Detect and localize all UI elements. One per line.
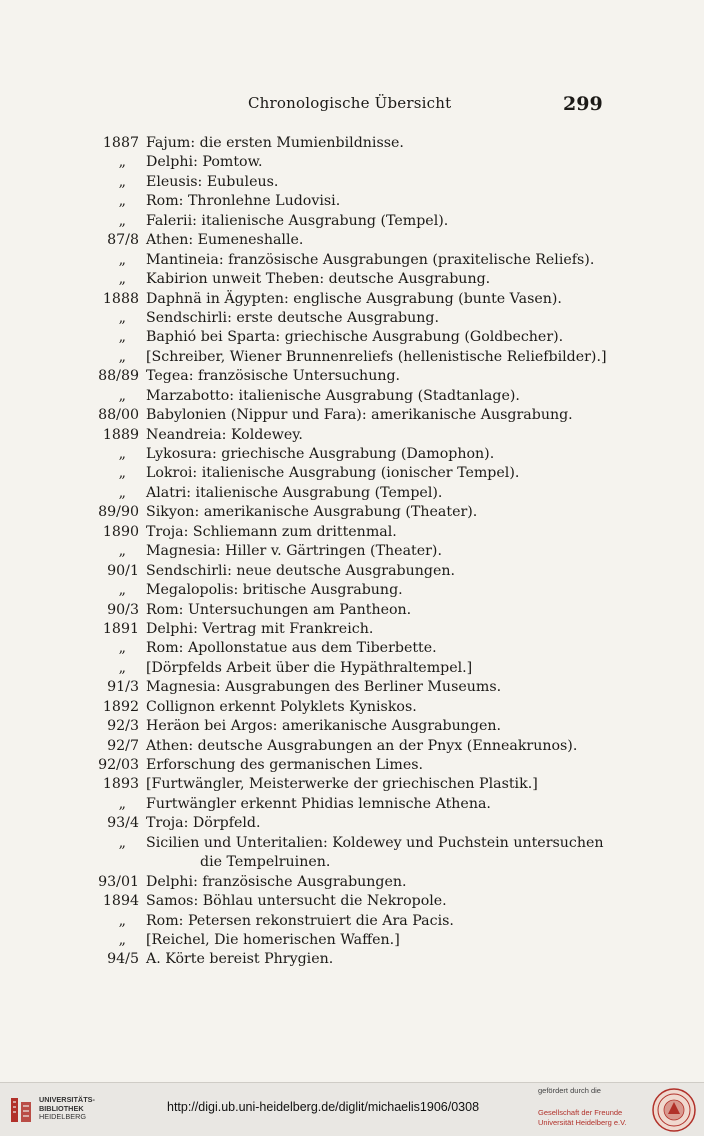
entry-year: 91/3 bbox=[107, 679, 139, 696]
entry-text bbox=[146, 426, 596, 445]
entry-text-main: Rom: Apollonstatue aus dem Tiberbette. bbox=[146, 640, 437, 657]
entry-year: 1890 bbox=[102, 523, 139, 540]
entry-year: 88/00 bbox=[98, 407, 139, 424]
chronology-list bbox=[0, 134, 704, 970]
chronology-entry bbox=[0, 562, 704, 581]
university-seal-icon bbox=[652, 1088, 696, 1132]
entry-text bbox=[146, 484, 596, 503]
chronology-entry bbox=[0, 328, 704, 347]
entry-text-main: [Schreiber, Wiener Brunnenreliefs (hellenistische Reliefbilder).] bbox=[146, 348, 607, 365]
entry-year: „ bbox=[118, 193, 126, 210]
entry-text-main: Falerii: italienische Ausgrabung (Tempel). bbox=[146, 212, 449, 229]
chronology-entry bbox=[0, 484, 704, 503]
entry-year: „ bbox=[118, 582, 126, 599]
chronology-entry bbox=[0, 931, 704, 950]
entry-text bbox=[146, 251, 596, 270]
chronology-entry bbox=[0, 795, 704, 814]
entry-text-main: Delphi: Pomtow. bbox=[146, 154, 263, 171]
entry-text-main: Athen: Eumeneshalle. bbox=[146, 232, 304, 249]
entry-text-main: Troja: Dörpfeld. bbox=[146, 815, 261, 832]
entry-text-main: Sendschirli: neue deutsche Ausgrabungen. bbox=[146, 562, 456, 579]
entry-year: „ bbox=[118, 543, 126, 560]
entry-year: „ bbox=[118, 912, 126, 929]
entry-year: 1891 bbox=[102, 620, 139, 637]
digitization-footer bbox=[0, 1082, 704, 1136]
entry-text bbox=[146, 562, 596, 581]
entry-text-main: Alatri: italienische Ausgrabung (Tempel). bbox=[146, 484, 443, 501]
entry-text-main: Marzabotto: italienische Ausgrabung (Stadtanlage). bbox=[146, 387, 520, 404]
chronology-entry bbox=[0, 912, 704, 931]
entry-text-main: Delphi: französische Ausgrabungen. bbox=[146, 873, 407, 890]
chronology-entry bbox=[0, 348, 704, 367]
entry-text bbox=[146, 737, 596, 756]
entry-year: „ bbox=[118, 387, 126, 404]
entry-year: 93/4 bbox=[107, 815, 139, 832]
entry-text-main: Fajum: die ersten Mumienbildnisse. bbox=[146, 135, 404, 151]
entry-text bbox=[146, 814, 596, 833]
entry-text-main: [Reichel, Die homerischen Waffen.] bbox=[146, 931, 400, 948]
entry-text-main: Tegea: französische Untersuchung. bbox=[146, 368, 401, 385]
entry-text-main: Kabirion unweit Theben: deutsche Ausgrabung. bbox=[146, 271, 491, 288]
entry-year: „ bbox=[118, 795, 126, 812]
entry-text-main: Mantineia: französische Ausgrabungen (praxitelische Reliefs). bbox=[146, 251, 595, 268]
entry-text-main: Daphnä in Ägypten: englische Ausgrabung (bunte Vasen). bbox=[146, 290, 562, 307]
entry-year: 1889 bbox=[102, 426, 139, 443]
entry-text bbox=[146, 581, 596, 600]
entry-text-main: Lokroi: italienische Ausgrabung (ionischer Tempel). bbox=[146, 465, 520, 482]
library-name-line1: UNIVERSITÄTS- bbox=[39, 1095, 95, 1104]
entry-text bbox=[146, 192, 596, 211]
entry-text bbox=[146, 834, 604, 873]
entry-text bbox=[146, 795, 596, 814]
entry-year: 1893 bbox=[102, 776, 139, 793]
chronology-entry bbox=[0, 290, 704, 309]
chronology-entry bbox=[0, 464, 704, 483]
entry-text-main: Lykosura: griechische Ausgrabung (Damophon). bbox=[146, 446, 495, 462]
entry-text-main: Megalopolis: britische Ausgrabung. bbox=[146, 582, 403, 599]
entry-year: 1892 bbox=[102, 698, 139, 715]
permalink-url[interactable]: http://digi.ub.uni-heidelberg.de/diglit/michaelis1906/0308 bbox=[167, 1100, 480, 1114]
entry-year: „ bbox=[118, 212, 126, 229]
entry-text-main: Magnesia: Ausgrabungen des Berliner Museums. bbox=[146, 679, 502, 696]
chronology-entry bbox=[0, 814, 704, 833]
entry-year: „ bbox=[118, 484, 126, 501]
chronology-entry bbox=[0, 639, 704, 658]
entry-text bbox=[146, 290, 596, 309]
entry-text bbox=[146, 153, 596, 172]
entry-year: 94/5 bbox=[107, 951, 139, 968]
entry-year: 88/89 bbox=[98, 368, 139, 385]
entry-text-main: Athen: deutsche Ausgrabungen an der Pnyx (Enneakrunos). bbox=[146, 737, 578, 754]
entry-text bbox=[146, 231, 596, 250]
entry-text-continuation: die Tempelruinen. bbox=[200, 854, 331, 871]
page-header bbox=[0, 94, 704, 124]
chronology-entry bbox=[0, 601, 704, 620]
chronology-entry bbox=[0, 270, 704, 289]
entry-text bbox=[146, 601, 596, 620]
entry-year: „ bbox=[118, 834, 126, 851]
chronology-entry bbox=[0, 678, 704, 697]
entry-text bbox=[146, 775, 596, 794]
entry-year: „ bbox=[118, 251, 126, 268]
entry-text bbox=[146, 406, 596, 425]
entry-text-main: Troja: Schliemann zum drittenmal. bbox=[146, 523, 397, 540]
entry-text bbox=[146, 639, 596, 658]
entry-year: „ bbox=[118, 271, 126, 288]
entry-year: 87/8 bbox=[107, 232, 139, 249]
library-name-line2: BIBLIOTHEK bbox=[39, 1103, 84, 1113]
entry-text-main: Neandreia: Koldewey. bbox=[146, 426, 303, 443]
entry-year: „ bbox=[118, 173, 126, 190]
entry-text bbox=[146, 542, 596, 561]
entry-text-main: Furtwängler erkennt Phidias lemnische Athena. bbox=[146, 795, 491, 812]
chronology-entry bbox=[0, 406, 704, 425]
entry-text bbox=[146, 445, 596, 464]
chronology-entry bbox=[0, 445, 704, 464]
chronology-entry bbox=[0, 873, 704, 892]
entry-text bbox=[146, 270, 596, 289]
entry-year: 90/1 bbox=[107, 562, 139, 579]
entry-year: „ bbox=[118, 640, 126, 657]
chronology-entry bbox=[0, 426, 704, 445]
entry-text-main: Samos: Böhlau untersucht die Nekropole. bbox=[146, 893, 447, 910]
library-name bbox=[39, 1096, 95, 1122]
entry-text bbox=[146, 134, 596, 153]
entry-year: „ bbox=[118, 446, 126, 462]
chronology-entry bbox=[0, 387, 704, 406]
chronology-entry bbox=[0, 192, 704, 211]
entry-text-main: Sendschirli: erste deutsche Ausgrabung. bbox=[146, 309, 439, 326]
chronology-entry bbox=[0, 367, 704, 386]
entry-text-main: Baphió bei Sparta: griechische Ausgrabung (Goldbecher). bbox=[146, 329, 564, 346]
entry-text-main: Rom: Petersen rekonstruiert die Ara Pacis. bbox=[146, 912, 454, 929]
chronology-entry bbox=[0, 950, 704, 969]
entry-year: „ bbox=[118, 659, 126, 676]
entry-year: 92/03 bbox=[98, 757, 139, 773]
chronology-entry bbox=[0, 251, 704, 270]
chronology-entry bbox=[0, 212, 704, 231]
chronology-entry bbox=[0, 134, 704, 153]
chronology-entry bbox=[0, 620, 704, 639]
entry-text bbox=[146, 892, 596, 911]
entry-text bbox=[146, 756, 596, 775]
entry-text bbox=[146, 328, 596, 347]
entry-year: 92/7 bbox=[107, 737, 139, 754]
chronology-entry bbox=[0, 756, 704, 775]
chronology-entry bbox=[0, 892, 704, 911]
entry-text-main: Delphi: Vertrag mit Frankreich. bbox=[146, 620, 374, 637]
entry-text-main: A. Körte bereist Phrygien. bbox=[146, 951, 334, 968]
chronology-entry bbox=[0, 231, 704, 250]
entry-year: 93/01 bbox=[98, 873, 139, 890]
entry-text-main: Babylonien (Nippur und Fara): amerikanische Ausgrabung. bbox=[146, 407, 573, 424]
entry-text bbox=[146, 717, 596, 736]
entry-text bbox=[146, 212, 596, 231]
entry-year: „ bbox=[118, 154, 126, 171]
running-title: Chronologische Übersicht bbox=[248, 94, 452, 112]
entry-text bbox=[146, 698, 596, 717]
chronology-entry bbox=[0, 717, 704, 736]
chronology-entry bbox=[0, 659, 704, 678]
sponsor-label: gefördert durch die bbox=[538, 1086, 601, 1095]
entry-text bbox=[146, 620, 596, 639]
entry-text-main: Sikyon: amerikanische Ausgrabung (Theater). bbox=[146, 504, 478, 521]
entry-text-main: Eleusis: Eubuleus. bbox=[146, 173, 279, 190]
entry-text-main: Rom: Untersuchungen am Pantheon. bbox=[146, 601, 412, 618]
page-number: 299 bbox=[563, 93, 603, 115]
entry-text-main: Magnesia: Hiller v. Gärtringen (Theater). bbox=[146, 543, 442, 560]
entry-year: 90/3 bbox=[107, 601, 139, 618]
entry-text bbox=[146, 348, 607, 367]
entry-text-main: Erforschung des germanischen Limes. bbox=[146, 757, 424, 773]
entry-year: „ bbox=[118, 931, 126, 948]
entry-text bbox=[146, 464, 596, 483]
library-logo-icon bbox=[8, 1094, 34, 1126]
chronology-entry bbox=[0, 581, 704, 600]
entry-text bbox=[146, 659, 596, 678]
chronology-entry bbox=[0, 737, 704, 756]
chronology-entry bbox=[0, 173, 704, 192]
entry-text-main: [Dörpfelds Arbeit über die Hypäthraltempel.] bbox=[146, 659, 473, 676]
entry-year: 89/90 bbox=[98, 504, 139, 521]
entry-text-main: Heräon bei Argos: amerikanische Ausgrabungen. bbox=[146, 718, 502, 735]
chronology-entry bbox=[0, 309, 704, 328]
chronology-entry bbox=[0, 523, 704, 542]
library-name-line3: HEIDELBERG bbox=[39, 1112, 87, 1122]
entry-year: 92/3 bbox=[107, 718, 139, 735]
entry-text bbox=[146, 873, 596, 892]
entry-text bbox=[146, 503, 596, 522]
entry-text bbox=[146, 173, 596, 192]
chronology-entry bbox=[0, 698, 704, 717]
chronology-entry bbox=[0, 153, 704, 172]
chronology-entry bbox=[0, 503, 704, 522]
entry-text-main: Collignon erkennt Polyklets Kyniskos. bbox=[146, 698, 417, 715]
entry-text bbox=[146, 387, 596, 406]
entry-text bbox=[146, 912, 596, 931]
entry-year: 1888 bbox=[102, 290, 139, 307]
entry-text bbox=[146, 950, 596, 969]
entry-text bbox=[146, 523, 596, 542]
entry-year: „ bbox=[118, 309, 126, 326]
entry-text bbox=[146, 367, 596, 386]
library-logo[interactable] bbox=[8, 1094, 108, 1128]
entry-year: „ bbox=[118, 348, 126, 365]
entry-text-main: Sicilien und Unteritalien: Koldewey und Puchstein untersuchen bbox=[146, 834, 604, 851]
entry-year: 1887 bbox=[102, 135, 139, 151]
entry-year: „ bbox=[118, 329, 126, 346]
entry-year: „ bbox=[118, 465, 126, 482]
sponsor-line2: Universität Heidelberg e.V. bbox=[538, 1118, 627, 1127]
entry-text-main: Rom: Thronlehne Ludovisi. bbox=[146, 193, 341, 210]
chronology-entry bbox=[0, 775, 704, 794]
entry-year: 1894 bbox=[102, 893, 139, 910]
chronology-entry bbox=[0, 542, 704, 561]
entry-text bbox=[146, 678, 596, 697]
entry-text-main: [Furtwängler, Meisterwerke der griechischen Plastik.] bbox=[146, 776, 538, 793]
entry-text bbox=[146, 931, 596, 950]
entry-text bbox=[146, 309, 596, 328]
sponsor-line1: Gesellschaft der Freunde bbox=[538, 1108, 623, 1117]
chronology-entry bbox=[0, 834, 704, 873]
